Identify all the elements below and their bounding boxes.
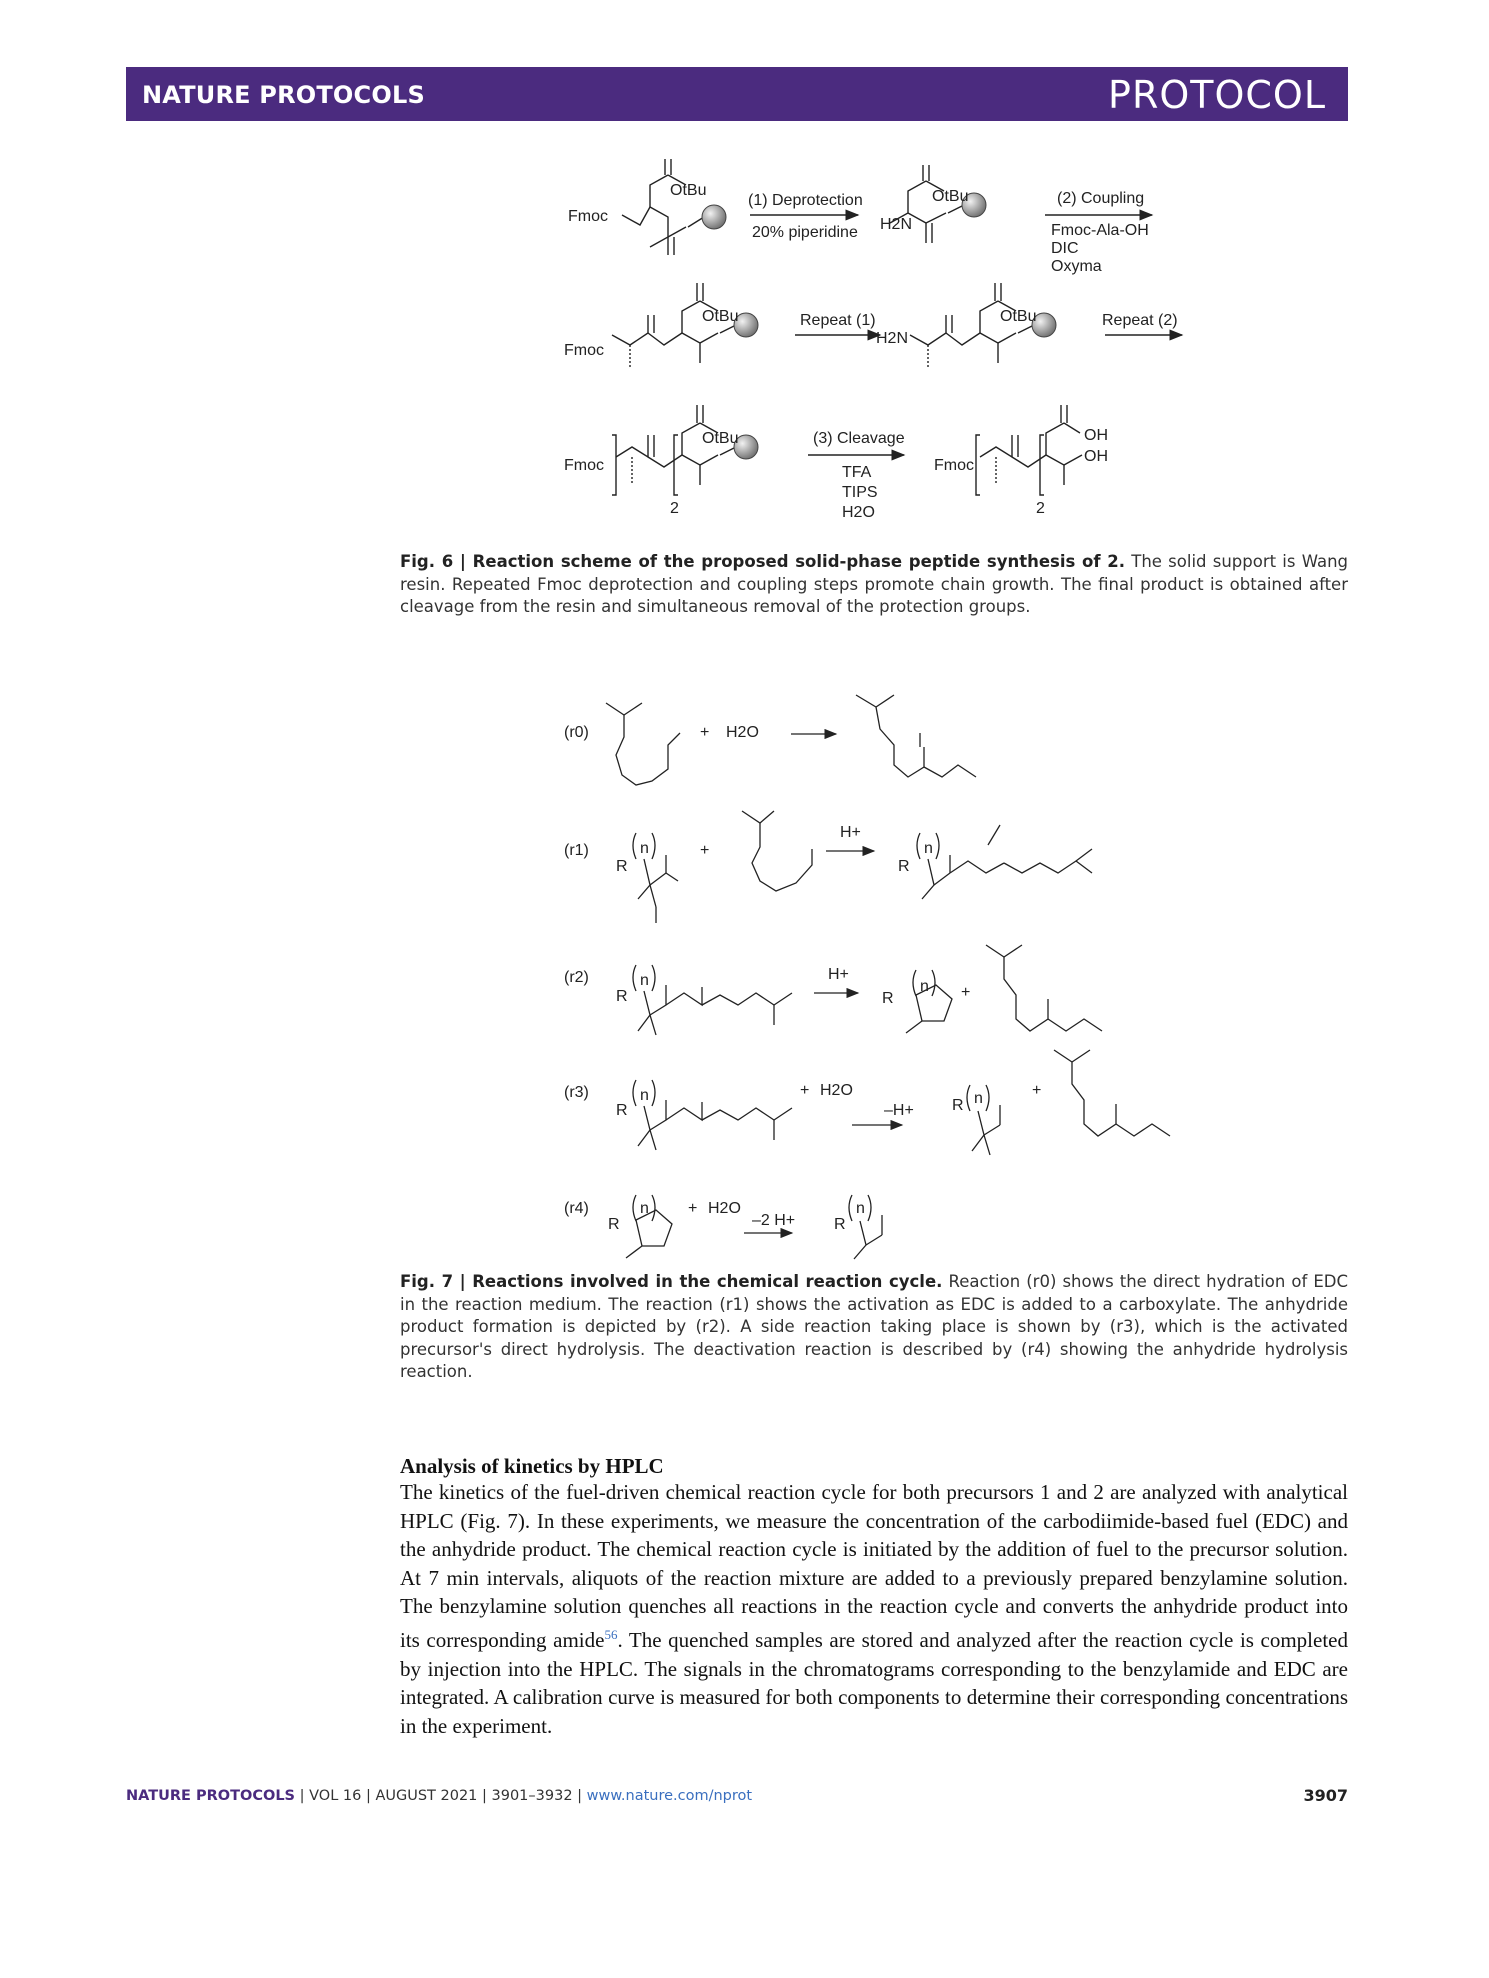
water-label: H2O (820, 1082, 853, 1099)
r-group: R (882, 990, 894, 1007)
fig6-scheme (540, 145, 1200, 535)
r-group: R (616, 988, 628, 1005)
reaction-label-r3: (r3) (564, 1084, 589, 1101)
reference-link[interactable]: 56 (604, 1626, 618, 1642)
n-index: n (640, 1087, 649, 1104)
fmoc-label: Fmoc (934, 457, 974, 474)
step2-reagent-3: Oxyma (1051, 258, 1102, 275)
step3-label: (3) Cleavage (813, 430, 905, 447)
footer-url-link[interactable]: www.nature.com/nprot (586, 1788, 753, 1804)
step2-label: (2) Coupling (1057, 190, 1145, 207)
section-body (400, 1478, 1348, 1740)
proton-label: H+ (840, 824, 861, 841)
water-label: H2O (708, 1200, 741, 1217)
plus-sign: + (700, 842, 710, 859)
page-number: 3907 (1303, 1786, 1348, 1805)
oh-label: OH (1084, 448, 1108, 465)
body-text-part1: The kinetics of the fuel-driven chemical reaction cycle for both precursors 1 and 2 are analyzed with analytical HPLC (Fig. 7). In these experiments, we measure the concentration of the carbodiimide-based fuel (EDC) and the anhydride product. The chemical reaction cycle is initiated by the addition of fuel to the precursor solution. At 7 min intervals, aliquots of the reaction mixture are added to a previously prepared benzylamine solution. The benzylamine solution quenches all reactions in the reaction cycle and converts the anhydride product into its corresponding amide (400, 1480, 1348, 1652)
step1-label: (1) Deprotection (748, 192, 863, 209)
r-group: R (952, 1097, 964, 1114)
fig6-drawing (540, 145, 1200, 535)
fmoc-label: Fmoc (568, 208, 608, 225)
fig6-caption-label: Fig. 6 | Reaction scheme of the proposed solid-phase peptide synthesis of 2. (400, 552, 1126, 571)
fig6-caption-text: The solid support is Wang resin. Repeated Fmoc deprotection and coupling steps promote chain growth. The final product is obtained after cleavage from the resin and simultaneous removal of the protection groups. (400, 552, 1349, 616)
n-index: n (974, 1090, 983, 1107)
repeat-count: 2 (670, 500, 679, 517)
reaction-label-r4: (r4) (564, 1200, 589, 1217)
amine-label: H2N (880, 216, 913, 233)
section-heading: Analysis of kinetics by HPLC (400, 1454, 664, 1478)
amine-label: H2N (876, 330, 909, 347)
article-type: PROTOCOL (1108, 73, 1326, 117)
step2-reagent-1: Fmoc-Ala-OH (1051, 222, 1149, 239)
step3-reagent-1: TFA (842, 464, 872, 481)
otbu-label: OtBu (702, 430, 739, 447)
plus-sign: + (961, 984, 971, 1001)
n-index: n (640, 840, 649, 857)
reaction-label-r2: (r2) (564, 969, 589, 986)
step3-reagent-3: H2O (842, 504, 875, 521)
plus-sign: + (688, 1200, 698, 1217)
otbu-label: OtBu (1000, 308, 1037, 325)
minus-2-proton-label: –2 H+ (752, 1212, 796, 1229)
plus-sign: + (800, 1082, 810, 1099)
journal-name: NATURE PROTOCOLS (142, 81, 425, 109)
fmoc-label: Fmoc (564, 457, 604, 474)
repeat1-label: Repeat (1) (800, 312, 876, 329)
footer-citation: | VOL 16 | AUGUST 2021 | 3901–3932 | (295, 1788, 587, 1804)
footer-journal: NATURE PROTOCOLS (126, 1788, 296, 1804)
fmoc-label: Fmoc (564, 342, 604, 359)
fig7-caption-label: Fig. 7 | Reactions involved in the chemical reaction cycle. (400, 1272, 943, 1291)
n-index: n (920, 978, 929, 995)
n-index: n (640, 972, 649, 989)
step3-reagent-2: TIPS (842, 484, 878, 501)
plus-sign: + (700, 724, 710, 741)
n-index: n (640, 1200, 649, 1217)
reaction-label-r1: (r1) (564, 842, 589, 859)
r-group: R (898, 858, 910, 875)
n-index: n (924, 840, 933, 857)
page-footer (126, 1788, 752, 1804)
fig7-caption-text: Reaction (r0) shows the direct hydration of EDC in the reaction medium. The reaction (r1) shows the activation as EDC is added to a carboxylate. The anhydride product formation is depicted by (r2). A side reaction taking place is shown by (r3), which is the activated precursor's direct hydrolysis. The deactivation reaction is described by (r4) showing the anhydride hydrolysis reaction. (400, 1272, 1349, 1381)
fig7-drawing (556, 685, 1196, 1265)
minus-proton-label: –H+ (884, 1102, 914, 1119)
step2-reagent-2: DIC (1051, 240, 1079, 257)
journal-header-bar (126, 67, 1348, 121)
fig6-caption (400, 551, 1348, 619)
r-group: R (616, 858, 628, 875)
oh-label: OH (1084, 427, 1108, 444)
body-text-part2: . The quenched samples are stored and analyzed after the reaction cycle is completed by injection into the HPLC. The signals in the chromatograms corresponding to the benzylamide and EDC are integrated. A calibration curve is measured for both components to determine their corresponding concentrations in the experiment. (400, 1627, 1348, 1738)
r-group: R (834, 1216, 846, 1233)
otbu-label: OtBu (670, 182, 707, 199)
resin-bead-icon (702, 205, 726, 229)
r-group: R (608, 1216, 620, 1233)
water-label: H2O (726, 724, 759, 741)
n-index: n (856, 1200, 865, 1217)
r-group: R (616, 1102, 628, 1119)
step1-reagent: 20% piperidine (752, 224, 858, 241)
fig7-scheme (556, 685, 1196, 1265)
repeat2-label: Repeat (2) (1102, 312, 1178, 329)
plus-sign: + (1032, 1082, 1042, 1099)
repeat-count: 2 (1036, 500, 1045, 517)
proton-label: H+ (828, 966, 849, 983)
otbu-label: OtBu (702, 308, 739, 325)
otbu-label: OtBu (932, 188, 969, 205)
fig7-caption (400, 1271, 1348, 1384)
reaction-label-r0: (r0) (564, 724, 589, 741)
